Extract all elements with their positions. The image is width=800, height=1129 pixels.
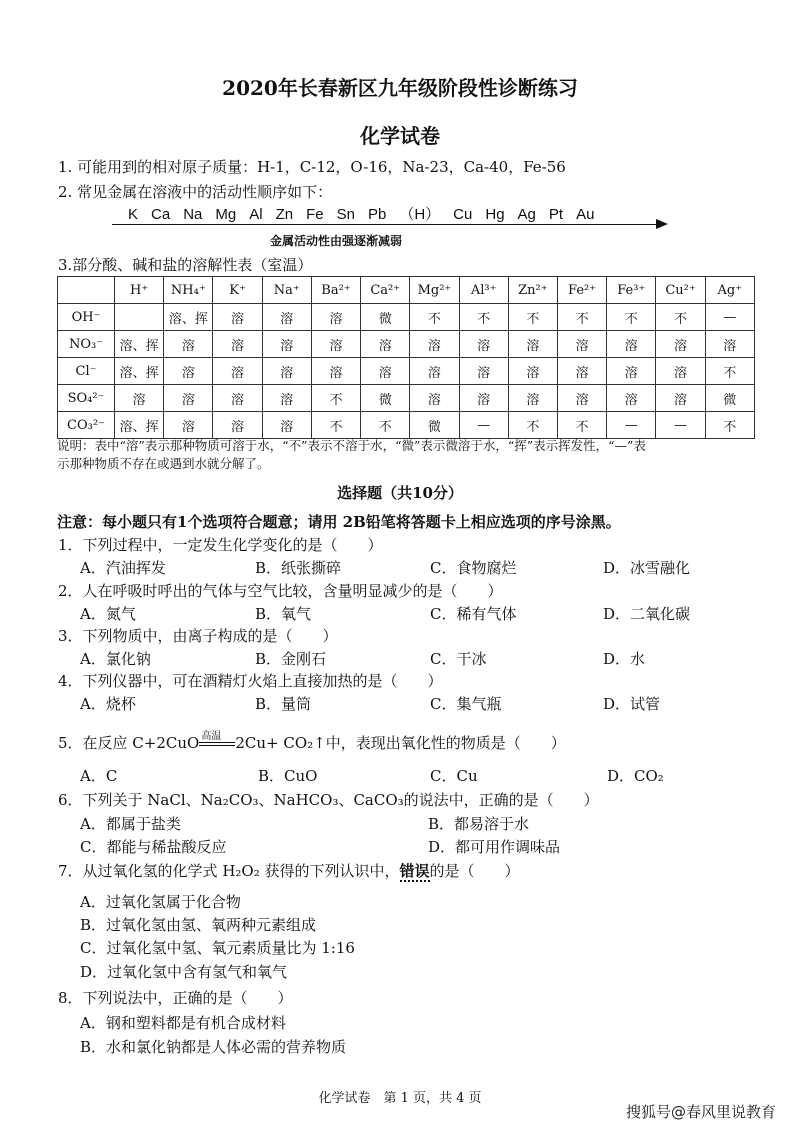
option-a[interactable]: A．氮气 (80, 605, 136, 623)
table-cell: 溶 (557, 385, 606, 412)
table-cell: 溶 (213, 412, 262, 439)
table-cell: 溶 (262, 331, 311, 358)
option-a[interactable]: A．钢和塑料都是有机合成材料 (80, 1014, 286, 1032)
table-cell: 不 (410, 304, 459, 331)
cation-header: H⁺ (115, 277, 164, 304)
cation-header: K⁺ (213, 277, 262, 304)
option-b[interactable]: B．都易溶于水 (428, 815, 530, 833)
metal-symbol: Au (576, 206, 595, 223)
table-cell: — (705, 304, 754, 331)
table-cell: 溶 (656, 331, 705, 358)
option-b[interactable]: B．CuO (258, 767, 318, 785)
table-cell: 溶 (557, 358, 606, 385)
option-c[interactable]: C．稀有气体 (430, 605, 517, 623)
table-cell: 溶 (164, 385, 213, 412)
question-stem: 4．下列仪器中，可在酒精灯火焰上直接加热的是（ ） (58, 672, 443, 690)
cation-header: Fe²⁺ (557, 277, 606, 304)
cation-header: Cu²⁺ (656, 277, 705, 304)
table-cell: 微 (361, 385, 410, 412)
metal-symbol: Al (249, 206, 263, 223)
cation-header: Zn²⁺ (508, 277, 557, 304)
page-footer: 化学试卷 第 1 页，共 4 页 (318, 1091, 482, 1106)
section-title: 选择题（共10分） (337, 484, 463, 502)
solubility-table (57, 276, 755, 439)
table-cell: 溶 (311, 331, 360, 358)
option-d[interactable]: D．都可用作调味品 (428, 838, 561, 856)
anion-header: OH⁻ (58, 304, 115, 331)
anion-header: Cl⁻ (58, 358, 115, 385)
cation-header: Ca²⁺ (361, 277, 410, 304)
table-cell: 溶 (213, 358, 262, 385)
table-cell: 溶 (508, 331, 557, 358)
table-cell: 不 (361, 412, 410, 439)
option-c[interactable]: C．过氧化氢中氢、氧元素质量比为 1:16 (80, 939, 355, 957)
table-row (58, 358, 755, 385)
metal-symbol: Na (183, 206, 203, 223)
table-cell: 溶 (262, 358, 311, 385)
table-corner-cell (58, 277, 115, 304)
metal-symbol: Zn (275, 206, 294, 223)
metal-symbol: Cu (453, 206, 473, 223)
option-d[interactable]: D．CO₂ (607, 767, 664, 785)
cation-header: NH₄⁺ (164, 277, 213, 304)
question-stem-text: 的是（ ） (429, 862, 520, 880)
metal-symbol: Sn (336, 206, 355, 223)
question-stem: 1．下列过程中，一定发生化学变化的是（ ） (58, 536, 383, 554)
table-cell: 溶 (262, 385, 311, 412)
table-cell: — (459, 412, 508, 439)
table-row (58, 331, 755, 358)
option-d[interactable]: D．过氧化氢中含有氢气和氧气 (80, 963, 288, 981)
table-cell: 微 (410, 412, 459, 439)
metal-symbol: Pb (367, 206, 387, 223)
metal-symbol: K (128, 206, 139, 223)
table-cell: 溶 (656, 358, 705, 385)
anion-header: NO₃⁻ (58, 331, 115, 358)
metal-symbol: （H） (399, 206, 441, 223)
activity-arrow-head-icon (656, 219, 668, 229)
table-cell: 微 (705, 385, 754, 412)
table-header-row (58, 277, 755, 304)
table-cell: 溶 (656, 385, 705, 412)
anion-header: SO₄²⁻ (58, 385, 115, 412)
option-a[interactable]: A．汽油挥发 (80, 559, 166, 577)
option-c[interactable]: C．集气瓶 (430, 695, 502, 713)
option-b[interactable]: B．金刚石 (255, 650, 327, 668)
activity-series-intro: 2. 常见金属在溶液中的活动性顺序如下： (58, 183, 333, 201)
table-row (58, 412, 755, 439)
metal-symbol: Ca (151, 206, 171, 223)
solubility-table-intro: 3.部分酸、碱和盐的溶解性表（室温） (58, 256, 313, 274)
table-cell: 溶 (164, 358, 213, 385)
table-cell: 不 (557, 412, 606, 439)
cation-header: Ag⁺ (705, 277, 754, 304)
question-stem: 2．人在呼吸时呼出的气体与空气比较，含量明显减少的是（ ） (58, 582, 503, 600)
table-cell: 不 (311, 385, 360, 412)
question-stem (58, 860, 520, 881)
metal-symbol: Mg (215, 206, 237, 223)
table-cell: 溶、挥 (115, 358, 164, 385)
question-stem-text: 2Cu+ CO₂↑中，表现出氧化性的物质是（ ） (235, 734, 566, 752)
metal-activity-series (128, 203, 607, 224)
cation-header: Na⁺ (262, 277, 311, 304)
option-d[interactable]: D．试管 (603, 695, 661, 713)
table-cell: 溶 (213, 385, 262, 412)
emphasis-word: 错误 (399, 862, 430, 880)
option-d[interactable]: D．冰雪融化 (603, 559, 691, 577)
table-cell: 不 (311, 412, 360, 439)
option-c[interactable]: C．食物腐烂 (430, 559, 517, 577)
table-cell: 不 (607, 304, 656, 331)
option-a[interactable]: A．氯化钠 (80, 650, 151, 668)
metal-symbol: Hg (485, 206, 505, 223)
table-note-line1: 说明：表中“溶”表示那种物质可溶于水，“不”表示不溶于水，“微”表示微溶于水，“挥”表示挥发性，“—”表 (57, 438, 646, 453)
question-stem (58, 732, 566, 753)
cation-header: Mg²⁺ (410, 277, 459, 304)
table-cell: 溶 (311, 358, 360, 385)
cation-header: Fe³⁺ (607, 277, 656, 304)
table-cell: 溶 (311, 304, 360, 331)
table-cell: 溶 (262, 412, 311, 439)
option-d[interactable]: D．二氧化碳 (603, 605, 691, 623)
table-cell: 不 (508, 412, 557, 439)
table-cell: 溶 (705, 331, 754, 358)
table-row (58, 385, 755, 412)
reaction-condition-equals (199, 731, 235, 751)
table-cell: 不 (459, 304, 508, 331)
exam-subtitle: 化学试卷 (360, 124, 440, 148)
question-stem-text: 5．在反应 C+2CuO (58, 734, 200, 752)
table-cell: 溶 (459, 358, 508, 385)
table-cell: 微 (361, 304, 410, 331)
table-cell: 溶 (410, 385, 459, 412)
table-cell: 不 (705, 358, 754, 385)
table-cell: 溶 (213, 331, 262, 358)
table-note-line2: 示那种物质不存在或遇到水就分解了。 (57, 456, 270, 471)
option-a[interactable]: A．C (80, 767, 118, 785)
activity-series-caption: 金属活动性由强逐渐减弱 (270, 234, 403, 248)
metal-symbol: Fe (306, 206, 324, 223)
option-b[interactable]: B．过氧化氢由氢、氧两种元素组成 (80, 916, 317, 934)
table-cell: 溶 (607, 358, 656, 385)
table-cell: 溶 (459, 331, 508, 358)
table-cell: 溶 (164, 412, 213, 439)
option-b[interactable]: B．水和氯化钠都是人体必需的营养物质 (80, 1038, 347, 1056)
option-b[interactable]: B．量筒 (255, 695, 312, 713)
question-stem: 8．下列说法中，正确的是（ ） (58, 989, 293, 1007)
table-cell: 溶 (410, 358, 459, 385)
option-b[interactable]: B．纸张撕碎 (255, 559, 342, 577)
table-cell: 不 (656, 304, 705, 331)
metal-symbol: Ag (517, 206, 536, 223)
cation-header: Al³⁺ (459, 277, 508, 304)
option-c[interactable]: C．干冰 (430, 650, 487, 668)
metal-symbol: Pt (548, 206, 564, 223)
table-cell: 溶 (508, 358, 557, 385)
table-cell: 溶 (607, 385, 656, 412)
anion-header: CO₃²⁻ (58, 412, 115, 439)
table-cell: 溶 (361, 331, 410, 358)
question-stem: 3．下列物质中，由离子构成的是（ ） (58, 627, 338, 645)
table-cell: 溶、挥 (115, 331, 164, 358)
option-a[interactable]: A．烧杯 (80, 695, 136, 713)
option-c[interactable]: C．Cu (430, 767, 478, 785)
exam-title: 2020年长春新区九年级阶段性诊断练习 (222, 76, 578, 100)
instruction-note: 注意：每小题只有1个选项符合题意；请用 2B铅笔将答题卡上相应选项的序号涂黑。 (57, 513, 621, 531)
table-cell: 溶 (410, 331, 459, 358)
watermark: 搜狐号@春风里说教育 (626, 1103, 777, 1121)
option-d[interactable]: D．水 (603, 650, 646, 668)
reaction-condition-label: 高温 (201, 731, 222, 742)
question-stem: 6．下列关于 NaCl、Na₂CO₃、NaHCO₃、CaCO₃的说法中，正确的是（ ） (58, 791, 599, 809)
table-cell: 溶 (164, 331, 213, 358)
option-b[interactable]: B．氧气 (255, 605, 312, 623)
table-cell: 溶 (459, 385, 508, 412)
table-cell: — (656, 412, 705, 439)
table-cell: 溶、挥 (164, 304, 213, 331)
option-c[interactable]: C．都能与稀盐酸反应 (80, 838, 227, 856)
table-cell: 溶 (115, 385, 164, 412)
table-cell: 溶 (262, 304, 311, 331)
option-a[interactable]: A．过氧化氢属于化合物 (80, 893, 241, 911)
option-a[interactable]: A．都属于盐类 (80, 815, 181, 833)
table-cell: 不 (557, 304, 606, 331)
table-row (58, 304, 755, 331)
table-cell: 溶 (607, 331, 656, 358)
atomic-mass-note: 1. 可能用到的相对原子质量：H-1，C-12，O-16，Na-23，Ca-40，Fe-56 (58, 158, 566, 176)
table-cell (115, 304, 164, 331)
table-cell: — (607, 412, 656, 439)
table-cell: 溶 (508, 385, 557, 412)
cation-header: Ba²⁺ (311, 277, 360, 304)
question-stem-text: 7．从过氧化氢的化学式 H₂O₂ 获得的下列认识中， (58, 862, 400, 880)
table-cell: 溶 (361, 358, 410, 385)
table-cell: 溶 (213, 304, 262, 331)
table-cell: 不 (705, 412, 754, 439)
table-cell: 溶 (557, 331, 606, 358)
table-cell: 不 (508, 304, 557, 331)
table-cell: 溶、挥 (115, 412, 164, 439)
activity-arrow-line (112, 224, 660, 225)
